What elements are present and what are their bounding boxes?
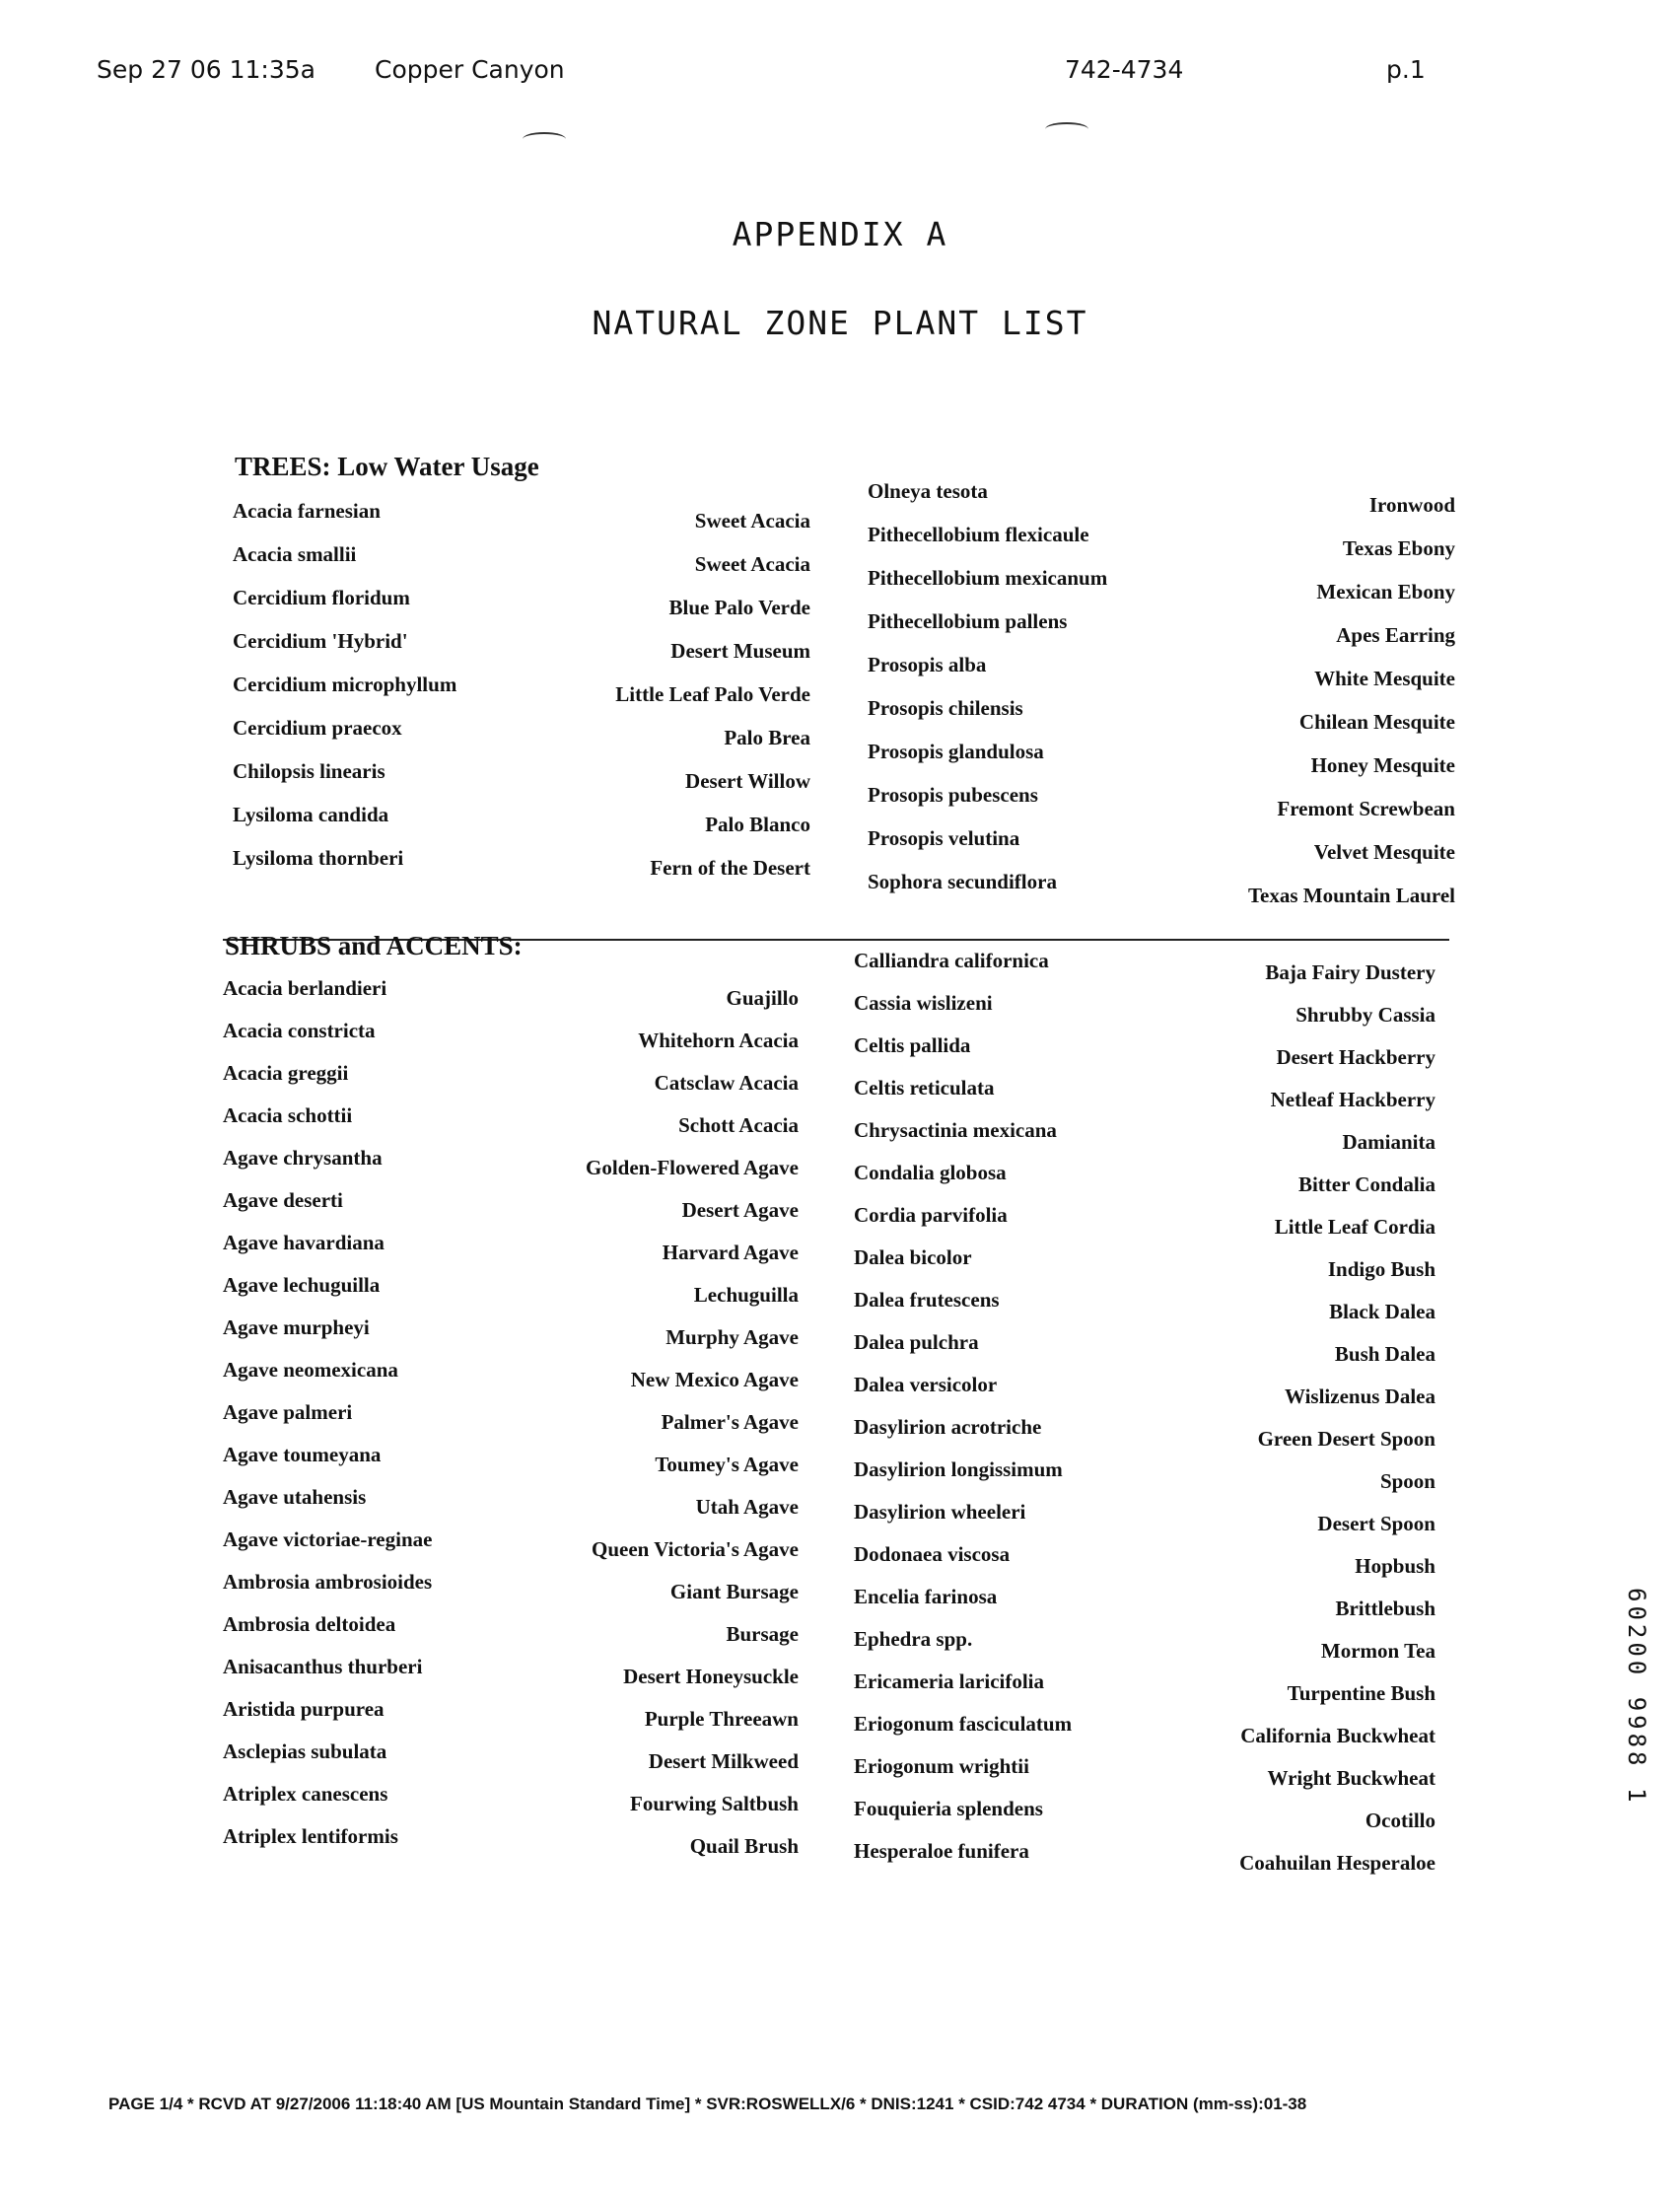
list-item: Apes Earring xyxy=(1336,623,1455,647)
list-item: Fremont Screwbean xyxy=(1277,797,1455,820)
list-item: Dasylirion longissimum xyxy=(854,1457,1063,1481)
scan-mark xyxy=(1045,122,1088,136)
list-item: Acacia greggii xyxy=(223,1061,349,1085)
list-item: Encelia farinosa xyxy=(854,1585,998,1608)
list-item: Texas Ebony xyxy=(1342,536,1455,560)
list-item: Coahuilan Hesperaloe xyxy=(1239,1851,1435,1875)
list-item: New Mexico Agave xyxy=(630,1368,799,1391)
fax-phone: 742-4734 xyxy=(1065,55,1184,84)
list-item: Prosopis glandulosa xyxy=(868,740,1044,763)
list-item: Dalea versicolor xyxy=(854,1373,998,1396)
list-item: Olneya tesota xyxy=(868,479,988,503)
list-item: Green Desert Spoon xyxy=(1257,1427,1435,1451)
list-item: Mexican Ebony xyxy=(1316,580,1455,604)
list-item: Prosopis alba xyxy=(868,653,987,676)
list-item: Golden-Flowered Agave xyxy=(585,1156,799,1179)
list-item: Sophora secundiflora xyxy=(868,870,1057,893)
list-item: Dasylirion wheeleri xyxy=(854,1500,1026,1524)
list-item: Agave deserti xyxy=(223,1188,343,1212)
list-item: Indigo Bush xyxy=(1327,1257,1435,1281)
list-item: Ambrosia ambrosioides xyxy=(223,1570,433,1594)
list-item: Lysiloma thornberi xyxy=(233,846,404,870)
list-item: Agave neomexicana xyxy=(223,1358,398,1382)
list-item: Palmer's Agave xyxy=(661,1410,799,1434)
list-item: Hopbush xyxy=(1355,1554,1435,1578)
list-item: Schott Acacia xyxy=(678,1113,799,1137)
trees-heading: TREES: Low Water Usage xyxy=(235,452,539,481)
list-item: Spoon xyxy=(1379,1469,1435,1493)
list-item: Fouquieria splendens xyxy=(854,1797,1043,1820)
list-item: Anisacanthus thurberi xyxy=(223,1655,423,1678)
fax-header xyxy=(0,55,1680,95)
list-item: Quail Brush xyxy=(689,1834,799,1858)
list-item: Agave lechuguilla xyxy=(223,1273,381,1297)
list-item: Cercidium 'Hybrid' xyxy=(233,629,408,653)
list-item: Whitehorn Acacia xyxy=(638,1029,799,1052)
list-item: Little Leaf Palo Verde xyxy=(615,682,810,706)
list-item: Acacia berlandieri xyxy=(223,976,387,1000)
list-item: Bush Dalea xyxy=(1334,1342,1435,1366)
list-item: Sweet Acacia xyxy=(694,509,810,532)
list-item: Desert Honeysuckle xyxy=(623,1665,799,1688)
list-item: Guajillo xyxy=(726,986,799,1010)
list-item: Dasylirion acrotriche xyxy=(854,1415,1042,1439)
fax-sender: Copper Canyon xyxy=(375,55,565,84)
list-item: Agave palmeri xyxy=(223,1400,353,1424)
list-title: NATURAL ZONE PLANT LIST xyxy=(592,304,1088,342)
fax-datetime: Sep 27 06 11:35a xyxy=(97,55,315,84)
list-item: Velvet Mesquite xyxy=(1313,840,1455,864)
list-item: Chilopsis linearis xyxy=(233,759,385,783)
list-item: Acacia constricta xyxy=(223,1019,376,1042)
list-item: Mormon Tea xyxy=(1320,1639,1435,1663)
list-item: Sweet Acacia xyxy=(694,552,810,576)
list-item: Purple Threeawn xyxy=(644,1707,799,1731)
appendix-title: APPENDIX A xyxy=(732,215,948,253)
list-item: Black Dalea xyxy=(1329,1300,1435,1323)
list-item: Cordia parvifolia xyxy=(854,1203,1008,1227)
list-item: Lysiloma candida xyxy=(233,803,389,826)
list-item: Little Leaf Cordia xyxy=(1274,1215,1435,1239)
list-item: Dalea pulchra xyxy=(854,1330,979,1354)
list-item: Palo Blanco xyxy=(705,813,810,836)
list-item: Queen Victoria's Agave xyxy=(592,1537,799,1561)
list-item: Agave victoriae-reginae xyxy=(223,1527,433,1551)
list-item: Fourwing Saltbush xyxy=(630,1792,799,1815)
list-item: Chilean Mesquite xyxy=(1298,710,1455,734)
list-item: Dalea bicolor xyxy=(854,1245,972,1269)
list-item: Prosopis pubescens xyxy=(868,783,1038,807)
list-item: Giant Bursage xyxy=(669,1580,799,1603)
list-item: Pithecellobium mexicanum xyxy=(868,566,1108,590)
list-item: Shrubby Cassia xyxy=(1295,1003,1435,1027)
list-item: Ironwood xyxy=(1368,493,1455,517)
list-item: Desert Willow xyxy=(685,769,810,793)
list-item: Bitter Condalia xyxy=(1297,1172,1435,1196)
list-item: Cercidium praecox xyxy=(233,716,402,740)
fax-page-number: p.1 xyxy=(1386,55,1426,84)
list-item: Desert Hackberry xyxy=(1276,1045,1435,1069)
list-item: Texas Mountain Laurel xyxy=(1247,884,1455,907)
list-item: Eriogonum fasciculatum xyxy=(854,1712,1073,1736)
list-item: Cercidium floridum xyxy=(233,586,410,609)
list-item: Toumey's Agave xyxy=(655,1453,799,1476)
list-item: Ericameria laricifolia xyxy=(854,1669,1045,1693)
list-item: Asclepias subulata xyxy=(223,1740,387,1763)
list-item: Desert Museum xyxy=(670,639,810,663)
list-item: Wislizenus Dalea xyxy=(1284,1384,1435,1408)
list-item: Brittlebush xyxy=(1335,1597,1435,1620)
list-item: Blue Palo Verde xyxy=(668,596,810,619)
list-item: Harvard Agave xyxy=(662,1241,799,1264)
shrubs-heading: SHRUBS and ACCENTS: xyxy=(225,931,523,960)
list-item: Atriplex lentiformis xyxy=(223,1824,398,1848)
list-item: Ambrosia deltoidea xyxy=(223,1612,396,1636)
list-item: Prosopis chilensis xyxy=(868,696,1023,720)
list-item: White Mesquite xyxy=(1314,667,1455,690)
list-item: Acacia farnesian xyxy=(233,499,381,523)
list-item: Acacia smallii xyxy=(233,542,357,566)
list-item: Pithecellobium flexicaule xyxy=(868,523,1089,546)
list-item: Celtis pallida xyxy=(854,1033,971,1057)
list-item: Eriogonum wrightii xyxy=(854,1754,1029,1778)
list-item: Agave chrysantha xyxy=(223,1146,383,1170)
list-item: Agave toumeyana xyxy=(223,1443,382,1466)
list-item: California Buckwheat xyxy=(1240,1724,1435,1747)
list-item: Prosopis velutina xyxy=(868,826,1020,850)
list-item: Dodonaea viscosa xyxy=(854,1542,1011,1566)
list-item: Wright Buckwheat xyxy=(1267,1766,1435,1790)
list-item: Netleaf Hackberry xyxy=(1270,1088,1435,1111)
list-item: Catsclaw Acacia xyxy=(654,1071,799,1095)
side-document-code: 60200 9988 1 xyxy=(1623,1588,1650,1807)
fax-receipt-footer: PAGE 1/4 * RCVD AT 9/27/2006 11:18:40 AM [US Mountain Standard Time] * SVR:ROSWELLX/6 * DNIS:1241 * CSID:742 4734 * DURATION (mm-ss):01-38 xyxy=(108,2094,1307,2113)
list-item: Ephedra spp. xyxy=(854,1627,973,1651)
list-item: Honey Mesquite xyxy=(1310,753,1455,777)
list-item: Agave murpheyi xyxy=(223,1315,370,1339)
list-item: Desert Agave xyxy=(681,1198,799,1222)
list-item: Fern of the Desert xyxy=(650,856,810,880)
list-item: Bursage xyxy=(726,1622,799,1646)
list-item: Baja Fairy Dustery xyxy=(1265,960,1435,984)
list-item: Cassia wislizeni xyxy=(854,991,993,1015)
list-item: Murphy Agave xyxy=(665,1325,799,1349)
list-item: Desert Milkweed xyxy=(648,1749,799,1773)
list-item: Hesperaloe funifera xyxy=(854,1839,1029,1863)
list-item: Aristida purpurea xyxy=(223,1697,385,1721)
list-item: Acacia schottii xyxy=(223,1103,353,1127)
list-item: Utah Agave xyxy=(695,1495,799,1519)
list-item: Chrysactinia mexicana xyxy=(854,1118,1057,1142)
list-item: Ocotillo xyxy=(1365,1809,1435,1832)
list-item: Condalia globosa xyxy=(854,1161,1007,1184)
list-item: Pithecellobium pallens xyxy=(868,609,1068,633)
list-item: Palo Brea xyxy=(724,726,810,749)
list-item: Cercidium microphyllum xyxy=(233,673,457,696)
list-item: Lechuguilla xyxy=(693,1283,799,1307)
list-item: Celtis reticulata xyxy=(854,1076,995,1100)
list-item: Damianita xyxy=(1342,1130,1435,1154)
list-item: Desert Spoon xyxy=(1317,1512,1435,1535)
list-item: Agave havardiana xyxy=(223,1231,385,1254)
list-item: Dalea frutescens xyxy=(854,1288,1000,1312)
list-item: Calliandra californica xyxy=(854,949,1049,972)
list-item: Turpentine Bush xyxy=(1287,1681,1435,1705)
list-item: Atriplex canescens xyxy=(223,1782,388,1806)
scan-mark xyxy=(523,132,566,146)
list-item: Agave utahensis xyxy=(223,1485,367,1509)
